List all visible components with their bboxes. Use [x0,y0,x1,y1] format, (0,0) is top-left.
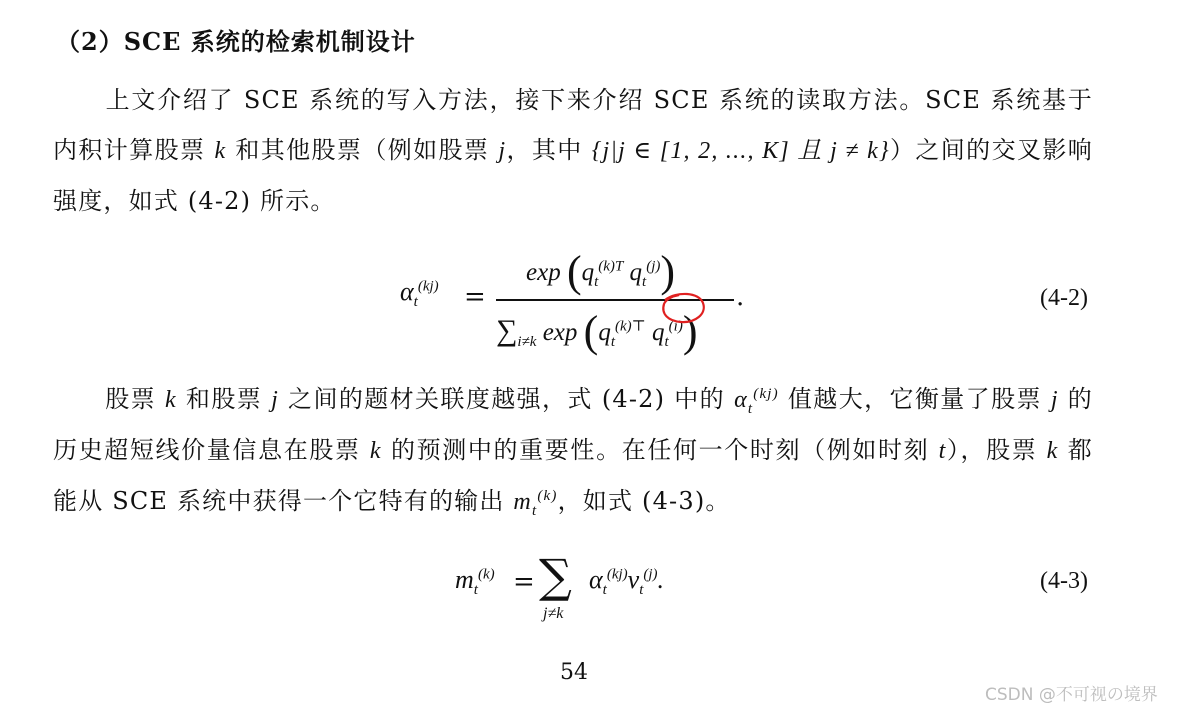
equation-number-4-2: (4-2) [1040,285,1088,311]
p1-text-b: 和其他股票（例如股票 [226,136,499,164]
p2-m-output: $m_t^{(k)}$ [513,488,558,519]
eq1-lhs: $\alpha_t^{(kj)}$ [400,277,439,311]
p1-var-j: j [498,138,507,164]
eq1-denominator: $\sum_{i\ne k}$ $\exp (q_t^{(k)⊤}$ $q_t^{(i)}$) [496,307,698,356]
paragraph-1 [53,75,1093,226]
p1-var-k: k [214,138,227,164]
p2-alpha: $\alpha_t^{(kj)}$ [734,386,779,417]
eq1-period: . [736,282,745,312]
watermark: CSDN @不可视の境界 [985,685,1158,705]
red-annotation-circle [655,290,711,328]
section-heading: （2）SCE 系统的检索机制设计 [56,27,416,56]
equation-number-4-3: (4-3) [1040,568,1088,594]
eq2-sum-subscript: j≠k [543,605,564,622]
eq2-rhs: $\alpha_t^{(kj)}v_t^{(j)}$. [589,565,665,599]
page-number: 54 [560,660,588,685]
p1-text-c: ，其中 [506,136,592,164]
eq1-numerator: $\exp (q_t^{(k)T}$ $q_t^{(j)}$) [526,247,676,296]
equation-4-2 [400,242,1090,362]
paragraph-2: 股票 k 和股票 j 之间的题材关联度越强，式 (4-2) 中的 $\alpha_t^{(kj)}$ 值越大，它衡量了股票 j 的历史超短线价量信息在股票 k 的预测中的重要性。在任何一个时刻（例如时刻 t），股票 k 都能从 SCE 系统中获得一个它特有的输出 $m_t^{(k)}$，如式 (4-3)。 [53,385,1094,519]
p1-text-a: 上文介绍了 SCE 系统的写入方法，接下来介绍 SCE 系统的读取方法。SCE 系统基于内积计算股票 [53,86,1093,164]
p1-set-expression: {j|j ∈ [1, 2, ..., K] 且 j ≠ k} [591,138,890,164]
eq2-equals: = [513,567,535,597]
p1-text-d: ）之间的交叉影响强度，如式 (4-2) 所示。 [53,136,1093,215]
equation-4-3 [455,549,755,645]
eq1-equals: = [464,282,486,312]
eq2-sum-symbol: ∑ [539,549,572,603]
eq2-lhs: $m_t^{(k)}$ [455,565,495,599]
